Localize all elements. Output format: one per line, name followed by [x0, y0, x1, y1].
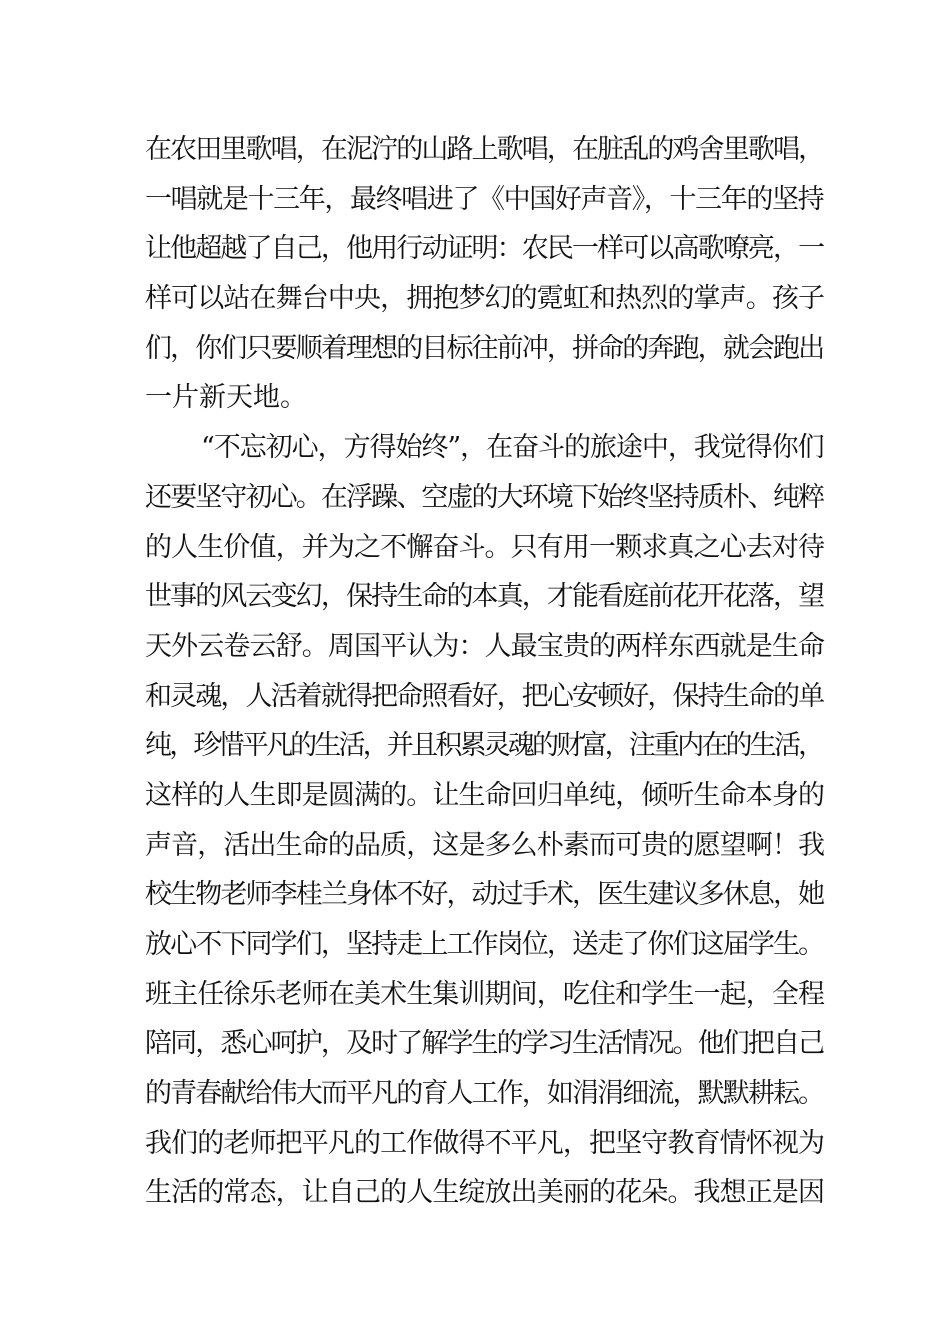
text-line: 还要坚守初心。在浮躁、空虚的大环境下始终坚持质朴、纯粹 [145, 481, 824, 513]
text-line: 声音，活出生命的品质，这是多么朴素而可贵的愿望啊！我 [145, 829, 825, 861]
text-line: 放心不下同学们，坚持走上工作岗位，送走了你们这届学生。 [145, 929, 824, 960]
text-line: 世事的风云变幻，保持生命的本真，才能看庭前花开花落，望 [145, 581, 824, 613]
text-line: 样可以站在舞台中央，拥抱梦幻的霓虹和热烈的掌声。孩子 [145, 283, 825, 315]
text-line: 让他超越了自己，他用行动证明：农民一样可以高歌嘹亮，一 [145, 233, 824, 265]
body-text [145, 125, 825, 1218]
paragraph-start-line: “不忘初心，方得始终”，在奋斗的旅途中，我觉得你们 [201, 432, 824, 464]
text-line: 的人生价值，并为之不懈奋斗。只有用一颗求真之心去对待 [145, 531, 825, 563]
text-line: 我们的老师把平凡的工作做得不平凡，把坚守教育情怀视为 [145, 1127, 825, 1159]
text-line: 生活的常态，让自己的人生绽放出美丽的花朵。我想正是因 [145, 1177, 825, 1209]
text-line: 在农田里歌唱，在泥泞的山路上歌唱，在脏乱的鸡舍里歌唱， [145, 134, 824, 165]
text-line: 天外云卷云舒。周国平认为：人最宝贵的两样东西就是生命 [145, 630, 825, 662]
text-line: 们，你们只要顺着理想的目标往前冲，拼命的奔跑，就会跑出 [145, 332, 824, 364]
text-line: 校生物老师李桂兰身体不好，动过手术，医生建议多休息，她 [145, 879, 824, 911]
text-line: 的青春献给伟大而平凡的育人工作，如涓涓细流，默默耕耘。 [145, 1078, 824, 1110]
text-line: 陪同，悉心呵护，及时了解学生的学习生活情况。他们把自己 [145, 1028, 824, 1060]
text-line: 和灵魂，人活着就得把命照看好，把心安顿好，保持生命的单 [145, 680, 824, 712]
text-line: 这样的人生即是圆满的。让生命回归单纯，倾听生命本身的 [145, 779, 825, 811]
text-line: 一片新天地。 [145, 382, 307, 414]
text-line: 纯，珍惜平凡的生活，并且积累灵魂的财富，注重内在的生活， [145, 730, 823, 762]
text-line: 一唱就是十三年，最终唱进了《中国好声音》，十三年的坚持 [145, 183, 824, 215]
text-line: 班主任徐乐老师在美术生集训期间，吃住和学生一起，全程 [145, 978, 825, 1010]
